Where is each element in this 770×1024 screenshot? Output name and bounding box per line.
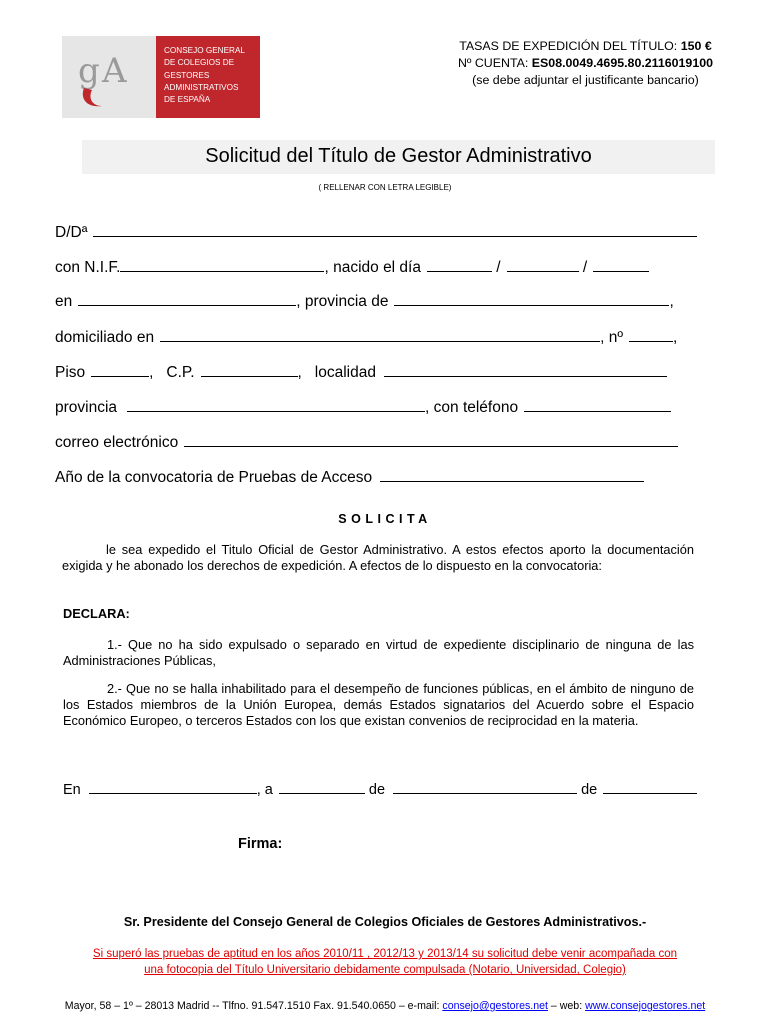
floor-label: Piso: [55, 364, 86, 381]
year-field[interactable]: [603, 780, 697, 794]
day-field[interactable]: [279, 780, 365, 794]
locality-label: , localidad: [297, 364, 376, 381]
logo-monogram-panel: [62, 36, 156, 118]
page-title: Solicitud del Título de Gestor Administrativo: [205, 145, 592, 167]
declara-item-1: [63, 637, 694, 669]
birth-province-label: , provincia de: [296, 293, 389, 310]
month-field[interactable]: [393, 780, 577, 794]
university-degree-note: [0, 946, 770, 978]
note-line-2: una fotocopia del Título Universitario debidamente compulsada (Notario, Universidad, Colegio): [144, 964, 626, 976]
fee-label: TASAS DE EXPEDICIÓN DEL TÍTULO:: [459, 39, 678, 53]
account-row: [458, 55, 713, 72]
footer-address: Mayor, 58 – 1º – 28013 Madrid -- Tlfno. 91.547.1510 Fax. 91.540.0650 – e-mail:: [64, 1000, 440, 1012]
logo-org-name: [164, 45, 245, 106]
form-line-address: [55, 326, 677, 347]
svg-text:g: g: [78, 51, 100, 91]
comma: ,: [673, 329, 678, 346]
form-line-year: [55, 466, 644, 487]
province-label: provincia: [55, 399, 118, 416]
logo-monogram-icon: [62, 36, 156, 118]
floor-field[interactable]: [91, 361, 149, 377]
month-label: de: [368, 782, 386, 798]
birth-province-field[interactable]: [394, 290, 669, 306]
day-label: , a: [256, 782, 273, 798]
locality-field[interactable]: [384, 361, 667, 377]
svg-text:A: A: [102, 51, 127, 91]
form-line-birthplace: [55, 290, 674, 311]
birthplace-label: en: [55, 293, 73, 310]
number-field[interactable]: [629, 326, 673, 342]
birth-year-field[interactable]: [593, 256, 649, 272]
phone-field[interactable]: [524, 396, 671, 412]
form-line-nif: [55, 256, 649, 277]
exam-year-field[interactable]: [380, 466, 644, 482]
number-label: , nº: [600, 329, 623, 346]
postal-code-label: , C.P.: [149, 364, 195, 381]
logo-line: CONSEJO GENERAL: [164, 46, 245, 55]
address-label: domiciliado en: [55, 329, 155, 346]
note-line-1: Si superó las pruebas de aptitud en los años 2010/11 , 2012/13 y 2013/14 su solicitud debe venir acompañada con: [92, 948, 678, 960]
declara-heading: DECLARA:: [63, 606, 130, 621]
fees-block: [458, 38, 713, 89]
form-line-floor: [55, 361, 667, 382]
date-line: [63, 780, 697, 798]
birthplace-field[interactable]: [78, 290, 296, 306]
nif-label: con N.I.F.: [55, 259, 121, 276]
year-label: de: [581, 782, 598, 798]
fee-row: [458, 38, 713, 55]
email-label: correo electrónico: [55, 434, 179, 451]
form-line-email: [55, 431, 678, 452]
solicita-text: le sea expedido el Titulo Oficial de Gestor Administrativo. A estos efectos aporto la documentación exigida y he abonado los derechos de expedición. A efectos de lo dispuesto en la convocatoria:: [62, 542, 694, 573]
province-field[interactable]: [127, 396, 425, 412]
nif-field[interactable]: [120, 256, 324, 272]
place-field[interactable]: [89, 780, 257, 794]
declara-item-1-text: 1.- Que no ha sido expulsado o separado en virtud de expediente disciplinario de ninguna de las Administraciones Públicas,: [63, 637, 694, 668]
comma: ,: [669, 293, 674, 310]
solicita-paragraph: [62, 542, 694, 574]
title-bar: [82, 140, 715, 174]
declara-item-2-text: 2.- Que no se halla inhabilitado para el desempeño de funciones públicas, en el ámbito de ninguno de los Estados miembros de la Unión Europea, demás Estados signatarios del Acuerdo sobre el Espacio Económico Europeo, o terceros Estados con los que existan convenios de reciprocidad en la materia.: [63, 681, 694, 728]
phone-label: , con teléfono: [425, 399, 519, 416]
place-label: En: [63, 782, 81, 798]
footer: [0, 1000, 770, 1012]
postal-code-field[interactable]: [201, 361, 298, 377]
account-label: Nº CUENTA:: [457, 56, 529, 70]
birth-month-field[interactable]: [507, 256, 579, 272]
logo-org-name-panel: [156, 36, 260, 118]
footer-web-label: – web:: [550, 1000, 583, 1012]
account-note: (se debe adjuntar el justificante bancario): [472, 73, 699, 87]
exam-year-label: Año de la convocatoria de Pruebas de Acceso: [55, 469, 373, 486]
page-subtitle: ( RELLENAR CON LETRA LEGIBLE): [318, 183, 452, 192]
name-field[interactable]: [93, 221, 697, 237]
logo-line: DE ESPAÑA: [164, 95, 211, 105]
logo-line: GESTORES: [164, 70, 210, 80]
birth-label: , nacido el día: [324, 259, 421, 276]
date-separator: /: [582, 259, 588, 276]
birth-day-field[interactable]: [427, 256, 492, 272]
addressee: Sr. Presidente del Consejo General de Colegios Oficiales de Gestores Administrativos.-: [123, 915, 647, 929]
form-line-province: [55, 396, 671, 417]
form-line-name: [55, 221, 697, 242]
footer-email-link[interactable]: consejo@gestores.net: [442, 1000, 548, 1012]
date-separator: /: [496, 259, 501, 276]
logo-line: ADMINISTRATIVOS: [164, 82, 239, 92]
name-label: D/Dª: [55, 224, 88, 241]
email-field[interactable]: [184, 431, 678, 447]
declara-item-2: [63, 681, 694, 729]
fee-value: 150 €: [680, 39, 712, 53]
solicita-heading: SOLICITA: [338, 512, 432, 526]
address-field[interactable]: [160, 326, 600, 342]
logo-line: DE COLEGIOS DE: [164, 58, 235, 68]
signature-label: Firma:: [238, 836, 283, 852]
account-value: ES08.0049.4695.80.2116019100: [531, 56, 713, 70]
footer-web-link[interactable]: www.consejogestores.net: [585, 1000, 706, 1012]
